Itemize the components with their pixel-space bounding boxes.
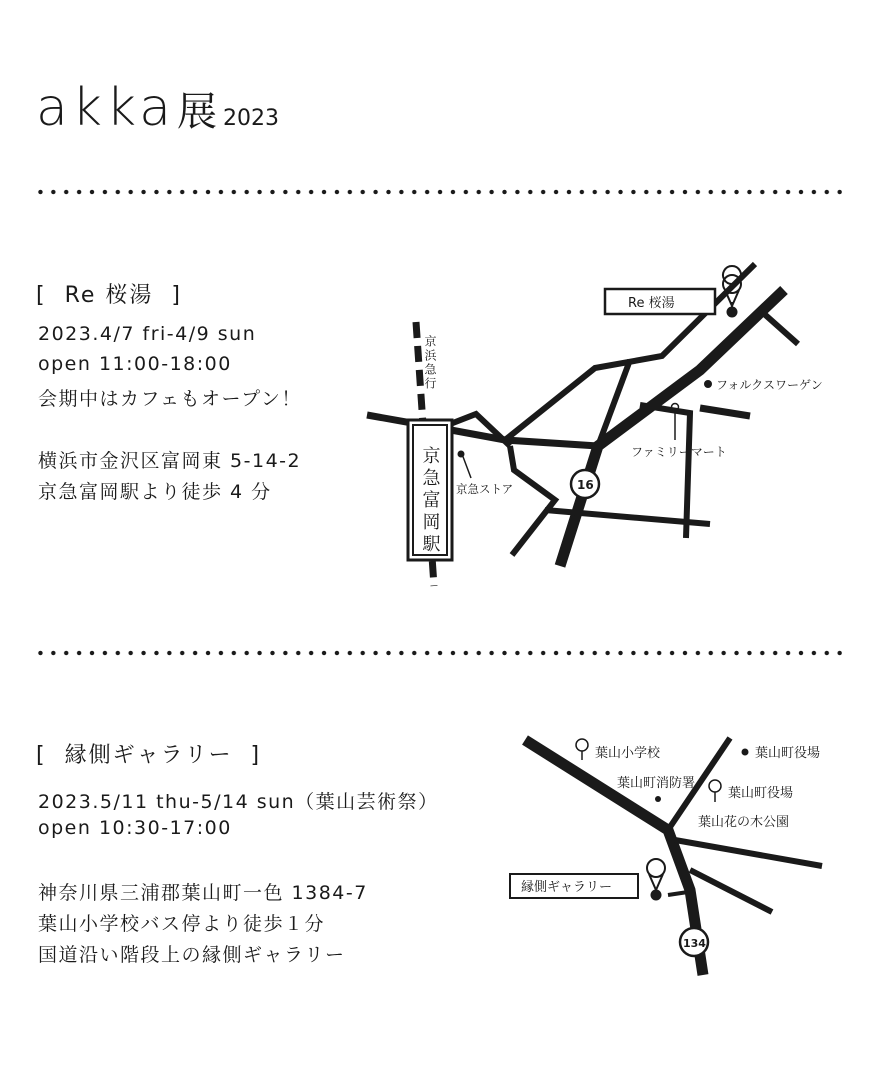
venue1-name: [ Re 桜湯 ]: [36, 283, 182, 308]
poi-fire-label: 葉山町消防署: [617, 776, 696, 791]
venue1-dates: 2023.4/7 fri-4/9 sun: [38, 323, 257, 345]
poi-townhall-1-label: 葉山町役場: [755, 746, 821, 761]
road-south-west: [510, 446, 555, 555]
townhall-1-dot: [742, 749, 749, 756]
road-east: [675, 840, 822, 866]
poi-park-label: 葉山花の木公園: [698, 815, 790, 830]
fire-station-dot: [655, 796, 661, 802]
venue1-address: 横浜市金沢区富岡東 5-14-2: [38, 450, 302, 472]
venue1-note: 会期中はカフェもオープン！: [38, 388, 302, 410]
poi-familymart-label: ファミリーマート: [631, 445, 727, 459]
school-icon: [576, 739, 588, 751]
brand-name: akka: [36, 78, 176, 138]
venue1-hours: open 11:00-18:00: [38, 353, 232, 375]
road-east-vw: [700, 408, 750, 416]
venue1-access: 京急富岡駅より徒歩 4 分: [38, 481, 272, 503]
map-pin-icon: [647, 859, 665, 901]
venue2-hours: open 10:30-17:00: [38, 817, 232, 839]
poi-townhall-2-label: 葉山町役場: [728, 786, 794, 801]
townhall-2-icon: [709, 780, 721, 792]
vw-dot: [704, 380, 712, 388]
keikyu-store-dot: [458, 451, 465, 458]
map-venue2: [510, 738, 822, 975]
station-label: 京急富岡駅: [419, 446, 441, 556]
map-pin-icon: [723, 266, 741, 317]
route16-road: [560, 290, 784, 566]
route134-label: 134: [683, 937, 706, 950]
year-label: 2023: [223, 106, 280, 131]
exhibition-label: 展: [177, 89, 218, 135]
road-northeast: [762, 312, 798, 344]
venue2-note: 国道沿い階段上の縁側ギャラリー: [38, 944, 346, 966]
marker-label-sakurayu: Re 桜湯: [628, 296, 675, 311]
venue2-dates: 2023.5/11 thu-5/14 sun（葉山芸術祭）: [38, 791, 439, 813]
route16-label: 16: [577, 478, 594, 492]
venue2-address: 神奈川県三浦郡葉山町一色 1384-7: [38, 882, 368, 904]
venue2-name: [ 縁側ギャラリー ]: [36, 743, 262, 768]
venue2-access: 葉山小学校バス停より徒歩１分: [38, 913, 326, 935]
road-southeast: [690, 870, 772, 912]
poi-school-label: 葉山小学校: [595, 746, 661, 761]
keikyu-line-label: 京浜急行: [423, 335, 437, 391]
poi-vw-label: フォルクスワーゲン: [716, 378, 823, 392]
keikyu-store-leader: [462, 454, 471, 478]
road-gallery-access: [668, 892, 688, 895]
poi-keikyu-store-label: 京急ストア: [456, 482, 514, 496]
marker-label-engawa: 縁側ギャラリー: [521, 880, 613, 895]
